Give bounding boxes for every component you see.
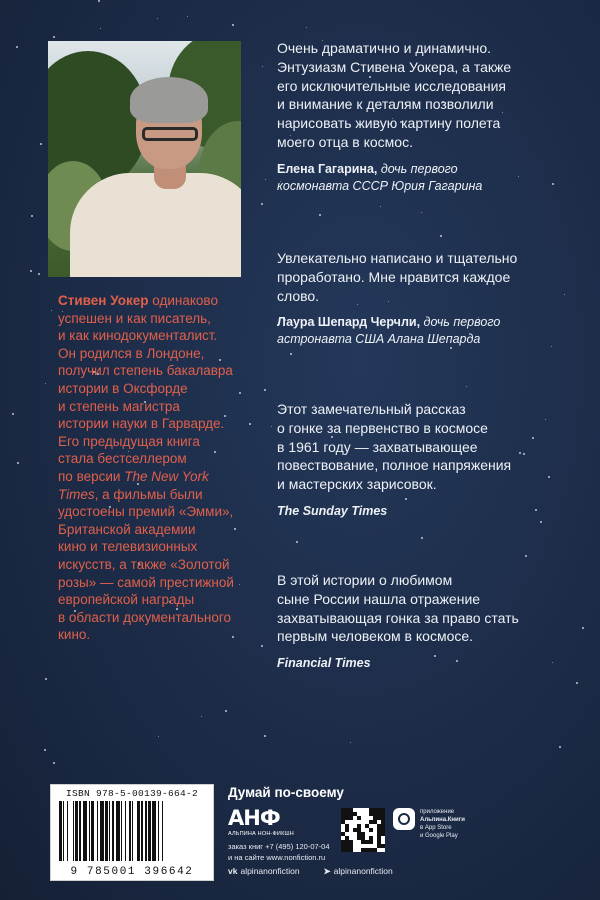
qr-module <box>357 816 361 820</box>
isbn-number: ISBN 978-5-00139-664-2 <box>65 788 199 799</box>
quote-text: Увлекательно написано и тщательно проработано. Мне нравится каждое слово. <box>277 250 518 304</box>
quote-text: Этот замечательный рассказ о гонке за первенство в космосе в 1961 году — захватывающее повествование, полное напряжения и мастерских зарисовок. <box>277 401 512 493</box>
author-bio: Стивен Уокер одинаково успешен и как писатель, и как кинодокументалист. Он родился в Лондоне, получил степень бакалавра истории в Оксфорде и степень магистра истории науки в Гарварде. Его предыдущая книга стала бестселлером по версии The New York Times, а фильмы были удостоены премий «Эмми», Британской академии кино и телевизионных искусств, а также «Золотой розы» — самой престижной европейской награды в области документального кино. <box>58 293 234 643</box>
star-dot <box>525 555 527 557</box>
quote-source: Financial Times <box>277 656 371 671</box>
barcode-bar <box>59 801 62 861</box>
barcode-bar <box>132 801 133 861</box>
barcode-bar <box>129 801 130 861</box>
star-dot <box>421 212 422 213</box>
barcode-bar <box>89 801 90 861</box>
barcode-bar <box>162 801 163 861</box>
star-dot <box>12 413 14 415</box>
star-dot <box>421 537 423 539</box>
publisher-logo-mark: АНФ <box>228 806 280 830</box>
quote-source: Елена Гагарина, дочь первого космонавта СССР Юрия Гагарина <box>277 161 483 193</box>
qr-module <box>345 828 349 832</box>
star-dot <box>51 310 52 311</box>
barcode-bar <box>109 801 110 861</box>
star-dot <box>261 203 263 205</box>
barcode-bar <box>116 801 120 861</box>
telegram-icon: ➤ <box>323 866 331 876</box>
barcode-bar <box>63 801 64 861</box>
star-dot <box>271 426 272 427</box>
order-info: заказ книг +7 (495) 120-07-04 и на сайте www.nonfiction.ru <box>228 842 330 862</box>
quote-text: В этой истории о любимом сыне России нашла отражение захватывающая гонка за право стать первым человеком в космосе. <box>277 572 519 645</box>
publisher-logo <box>228 806 294 838</box>
barcode-bar <box>125 801 126 861</box>
vk-icon: vk <box>228 866 238 876</box>
quote-gagarina <box>277 39 577 195</box>
star-dot <box>559 746 561 748</box>
quote-source: Лаура Шепард Черчли, дочь первого астронавта США Алана Шепарда <box>277 315 501 347</box>
qr-module <box>369 840 373 844</box>
qr-module <box>373 848 377 852</box>
star-dot <box>31 215 33 217</box>
barcode-bar <box>145 801 146 861</box>
app-logo-icon <box>393 808 415 830</box>
qr-module <box>369 828 373 832</box>
star-dot <box>157 18 158 19</box>
barcode-bar <box>75 801 78 861</box>
barcode-bars <box>59 801 205 861</box>
star-dot <box>16 46 18 48</box>
star-dot <box>306 27 307 28</box>
star-dot <box>44 749 46 751</box>
barcode-bar <box>91 801 94 861</box>
star-dot <box>98 0 100 2</box>
star-dot <box>440 235 442 237</box>
star-dot <box>38 273 40 275</box>
star-dot <box>100 28 101 29</box>
star-dot <box>261 645 263 647</box>
star-dot <box>380 206 381 207</box>
vk-handle: alpinanonfiction <box>240 866 300 876</box>
qr-code <box>341 808 385 852</box>
barcode-digits: 9 785001 396642 <box>70 866 194 878</box>
telegram-handle: alpinanonfiction <box>333 866 393 876</box>
star-dot <box>296 541 298 543</box>
quote-shepard <box>277 249 577 348</box>
barcode-bar <box>148 801 151 861</box>
star-dot <box>290 353 292 355</box>
star-dot <box>350 742 351 743</box>
qr-module <box>381 832 385 836</box>
star-dot <box>30 270 32 272</box>
star-dot <box>201 716 202 717</box>
star-dot <box>53 762 55 764</box>
star-dot <box>466 386 467 387</box>
barcode-bar <box>121 801 122 861</box>
social-links <box>228 866 393 877</box>
publisher-slogan: Думай по-своему <box>228 785 344 800</box>
author-name: Стивен Уокер <box>58 293 149 308</box>
isbn-barcode <box>50 784 214 881</box>
barcode-bar <box>97 801 98 861</box>
barcode-bar <box>137 801 140 861</box>
barcode-bar <box>158 801 159 861</box>
star-dot <box>40 143 42 145</box>
quote-financial-times <box>277 571 577 672</box>
star-dot <box>225 710 227 712</box>
star-dot <box>319 214 321 216</box>
barcode-bar <box>105 801 108 861</box>
barcode-bar <box>152 801 156 861</box>
star-dot <box>264 735 266 737</box>
star-dot <box>264 389 266 391</box>
star-dot <box>232 24 234 26</box>
quote-text: Очень драматично и динамично. Энтузиазм Стивена Уокера, а также его исключительные исследования и внимание к деталям позволили нарисовать живую картину полета моего отца в космос. <box>277 40 512 150</box>
star-dot <box>540 521 542 523</box>
star-dot <box>262 66 263 67</box>
star-dot <box>265 179 266 180</box>
star-dot <box>187 16 188 17</box>
barcode-bar <box>73 801 74 861</box>
barcode-bar <box>67 801 68 861</box>
barcode-bar <box>141 801 142 861</box>
star-dot <box>158 736 159 737</box>
star-dot <box>53 36 55 38</box>
quote-source: The Sunday Times <box>277 503 388 518</box>
qr-module <box>349 848 353 852</box>
publisher-logo-subtitle: АЛЬПИНА НОН-ФИКШН <box>228 831 294 837</box>
barcode-bar <box>112 801 115 861</box>
qr-module <box>349 816 353 820</box>
qr-module <box>381 844 385 848</box>
app-promo-text: приложение Альпина.Книги в App Store и Google Play <box>420 809 465 839</box>
star-dot <box>45 678 47 680</box>
star-dot <box>17 462 19 464</box>
barcode-bar <box>100 801 104 861</box>
star-dot <box>45 383 46 384</box>
author-photo <box>48 41 241 277</box>
quote-sunday-times <box>277 400 577 520</box>
barcode-bar <box>83 801 87 861</box>
barcode-bar <box>79 801 80 861</box>
star-dot <box>582 627 584 629</box>
star-dot <box>576 682 578 684</box>
